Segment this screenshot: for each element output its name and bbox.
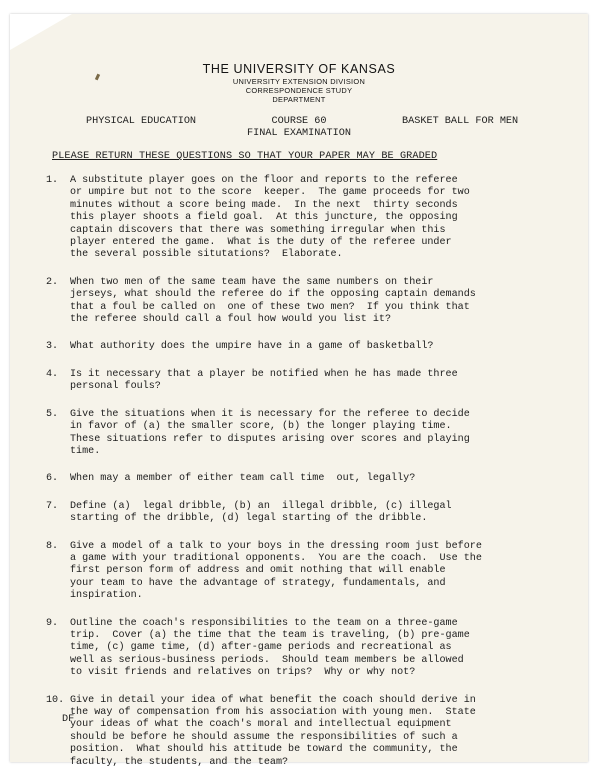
question-item — [46, 501, 566, 526]
question-number: 8. — [46, 540, 59, 552]
question-number: 7. — [46, 500, 59, 512]
author-initials: DF — [62, 714, 75, 725]
letterhead — [10, 62, 588, 104]
question-item — [46, 175, 566, 262]
question-text: Is it necessary that a player be notified when he has made three personal fouls? — [70, 368, 458, 393]
question-item — [46, 277, 566, 327]
question-item — [46, 409, 566, 459]
question-list — [46, 175, 566, 769]
division-name: UNIVERSITY EXTENSION DIVISION — [232, 77, 366, 86]
course-number: COURSE 60 — [271, 116, 327, 127]
question-item — [46, 541, 566, 603]
question-text: When two men of the same team have the same numbers on their jerseys, what should the referee do if the opposing captain demands that a foul be called on one of these two men? If you think that the referee should call a foul how would you list it? — [70, 276, 476, 326]
question-text: Give the situations when it is necessary for the referee to decide in favor of (a) the smaller score, (b) the longer playing time. These situations refer to disputes arising over scores and playing time. — [70, 408, 470, 457]
question-text: A substitute player goes on the floor and reports to the referee or umpire but not to the score keeper. The game proceeds for two minutes without a score being made. In the next thirty seconds this player shoots a field goal. At this juncture, the opposing captain discovers that there was something irregular when this player entered the game. What is the duty of the referee under the several possible situtations? Elaborate. — [70, 175, 470, 261]
question-item — [46, 473, 566, 485]
question-text: Give a model of a talk to your boys in the dressing room just before a game with your traditional opponents. You are the coach. Use the first person form of address and omit nothing that will enable your team to have the advantage of strategy, fundamentals, and inspiration. — [70, 540, 482, 602]
question-item — [46, 618, 566, 680]
department-name: DEPARTMENT — [272, 95, 326, 104]
question-number: 6. — [46, 473, 59, 485]
question-number: 10. — [46, 694, 65, 706]
question-text: Give in detail your idea of what benefit the coach should derive in the way of compensation from his association with young men. State your ideas of what the coach's moral and intellectual equipment should be before he should assume the responsibilities of such a position. What should his attitude be toward the community, the faculty, the students, and the team? — [70, 694, 476, 768]
question-text: What authority does the umpire have in a game of basketball? — [70, 341, 434, 353]
question-number: 3. — [46, 341, 59, 353]
exam-title: FINAL EXAMINATION — [247, 128, 351, 139]
exam-sheet — [10, 14, 588, 768]
university-name: THE UNIVERSITY OF KANSAS — [202, 62, 396, 76]
question-text: When may a member of either team call time out, legally? — [70, 473, 416, 485]
question-text: Define (a) legal dribble, (b) an illegal dribble, (c) illegal starting of the dribble, (d) legal starting of the dribble. — [70, 500, 452, 525]
question-number: 2. — [46, 276, 59, 288]
question-item — [46, 341, 566, 353]
return-instruction: PLEASE RETURN THESE QUESTIONS SO THAT YOUR PAPER MAY BE GRADED — [52, 151, 438, 162]
question-number: 9. — [46, 617, 59, 629]
course-subject-label: BASKET BALL FOR MEN — [402, 116, 519, 127]
question-item — [46, 369, 566, 394]
question-number: 5. — [46, 408, 59, 420]
study-name: CORRESPONDENCE STUDY — [245, 86, 353, 95]
question-number: 1. — [46, 175, 59, 186]
subject-label: PHYSICAL EDUCATION — [86, 116, 197, 127]
question-text: Outline the coach's responsibilities to the team on a three-game trip. Cover (a) the time that the team is traveling, (b) pre-game time, (c) game time, (d) after-game periods and recreational as well as serious-business periods. Should team members be allowed to visit friends and relatives on trips? Why or why not? — [70, 617, 470, 679]
question-number: 4. — [46, 368, 59, 380]
question-item — [46, 695, 566, 769]
